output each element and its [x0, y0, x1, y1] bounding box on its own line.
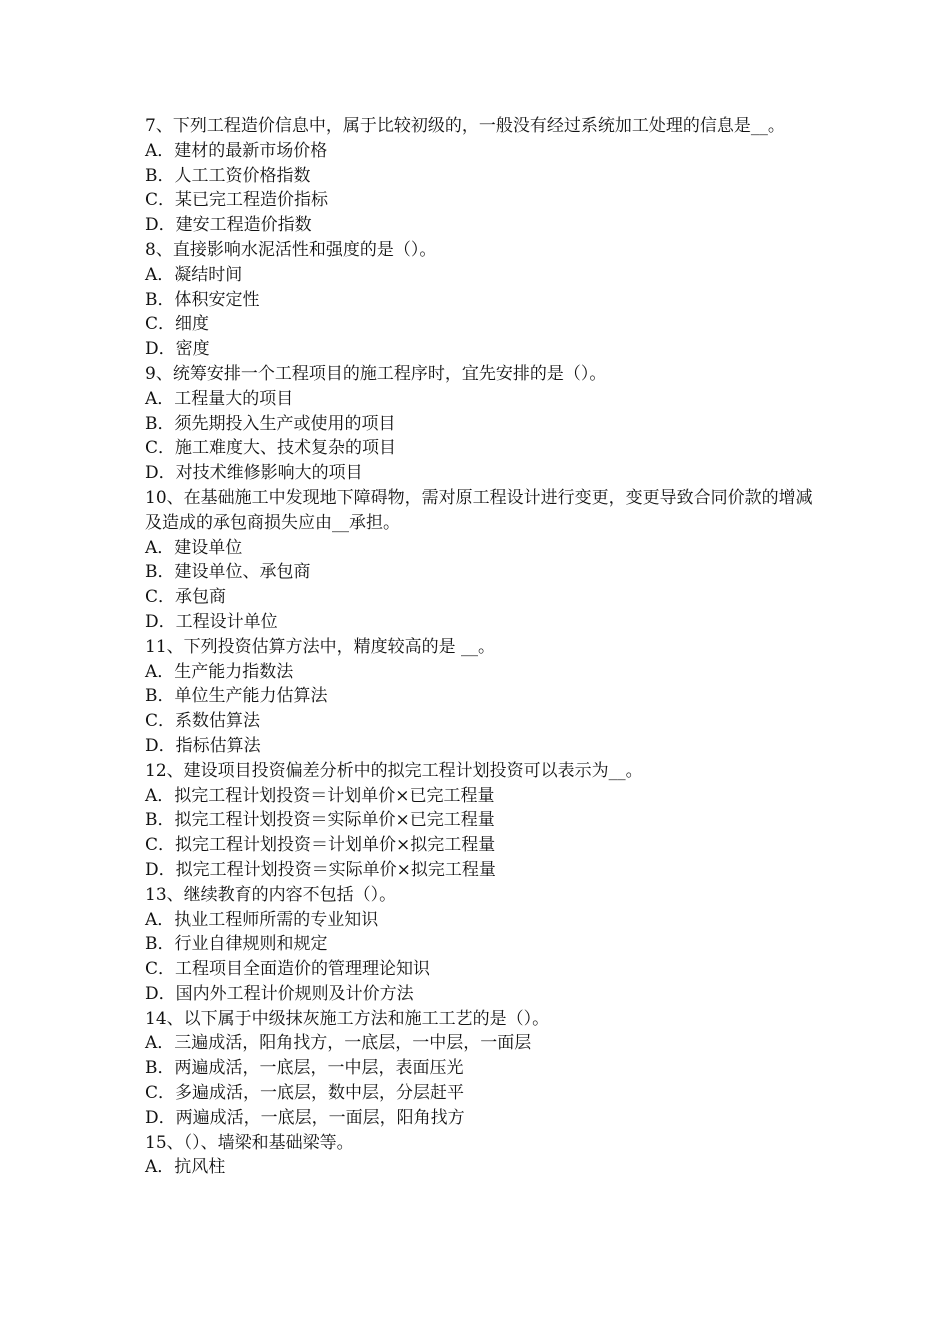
- answer-option: C．系数估算法: [145, 711, 261, 732]
- answer-option: A．三遍成活，阳角找方，一底层，一中层，一面层: [145, 1033, 532, 1054]
- question-block: [145, 114, 815, 238]
- answer-option: D．工程设计单位: [145, 611, 278, 632]
- question-text: 15、（）、墙梁和基础梁等。: [145, 1132, 354, 1153]
- answer-option: A．抗风柱: [145, 1157, 226, 1178]
- question-block: [145, 362, 815, 486]
- answer-option: B．体积安定性: [145, 289, 260, 310]
- answer-option: D．对技术维修影响大的项目: [145, 463, 363, 484]
- question-text: 11、下列投资估算方法中，精度较高的是 __。: [145, 636, 496, 657]
- answer-option: C．承包商: [145, 587, 227, 608]
- answer-option: A．拟完工程计划投资＝计划单价×已完工程量: [145, 785, 495, 806]
- answer-option: B．建设单位、承包商: [145, 562, 311, 583]
- answer-option: B．拟完工程计划投资＝实际单价×已完工程量: [145, 810, 495, 831]
- answer-option: B．人工工资价格指数: [145, 165, 311, 186]
- answer-option: D．两遍成活，一底层，一面层，阳角找方: [145, 1107, 465, 1128]
- question-block: [145, 1007, 815, 1131]
- answer-option: C．某已完工程造价指标: [145, 190, 329, 211]
- question-block: [145, 1131, 815, 1181]
- question-text: 10、在基础施工中发现地下障碍物，需对原工程设计进行变更，变更导致合同价款的增减及造成的承包商损失应由__承担。: [145, 487, 813, 533]
- answer-option: A．凝结时间: [145, 264, 243, 285]
- answer-option: B．单位生产能力估算法: [145, 686, 328, 707]
- answer-option: A．执业工程师所需的专业知识: [145, 909, 379, 930]
- answer-option: C．细度: [145, 314, 210, 335]
- question-text: 9、统筹安排一个工程项目的施工程序时，宜先安排的是（）。: [145, 363, 607, 384]
- answer-option: A．建材的最新市场价格: [145, 140, 328, 161]
- question-block: [145, 883, 815, 1007]
- answer-option: C．拟完工程计划投资＝计划单价×拟完工程量: [145, 835, 496, 856]
- answer-option: D．拟完工程计划投资＝实际单价×拟完工程量: [145, 859, 496, 880]
- answer-option: A．工程量大的项目: [145, 388, 294, 409]
- answer-option: D．建安工程造价指数: [145, 215, 312, 236]
- answer-option: D．指标估算法: [145, 735, 261, 756]
- answer-option: D．国内外工程计价规则及计价方法: [145, 983, 414, 1004]
- question-list: [145, 114, 815, 1180]
- answer-option: B．行业自律规则和规定: [145, 934, 328, 955]
- question-text: 14、以下属于中级抹灰施工方法和施工工艺的是（）。: [145, 1008, 550, 1029]
- answer-option: B．两遍成活，一底层，一中层，表面压光: [145, 1058, 464, 1079]
- answer-option: A．建设单位: [145, 537, 243, 558]
- answer-option: B．须先期投入生产或使用的项目: [145, 413, 396, 434]
- question-block: [145, 635, 815, 759]
- question-text: 8、直接影响水泥活性和强度的是（）。: [145, 239, 437, 260]
- question-text: 7、下列工程造价信息中，属于比较初级的，一般没有经过系统加工处理的信息是__。: [145, 116, 785, 136]
- question-text: 13、继续教育的内容不包括（）。: [145, 884, 397, 905]
- answer-option: D．密度: [145, 339, 210, 360]
- question-block: [145, 486, 815, 635]
- answer-option: C．工程项目全面造价的管理理论知识: [145, 959, 431, 980]
- answer-option: C．施工难度大、技术复杂的项目: [145, 438, 397, 459]
- question-text: 12、建设项目投资偏差分析中的拟完工程计划投资可以表示为__。: [145, 760, 643, 781]
- question-block: [145, 238, 815, 362]
- question-block: [145, 759, 815, 883]
- answer-option: C．多遍成活，一底层，数中层，分层赶平: [145, 1083, 465, 1104]
- answer-option: A．生产能力指数法: [145, 661, 294, 682]
